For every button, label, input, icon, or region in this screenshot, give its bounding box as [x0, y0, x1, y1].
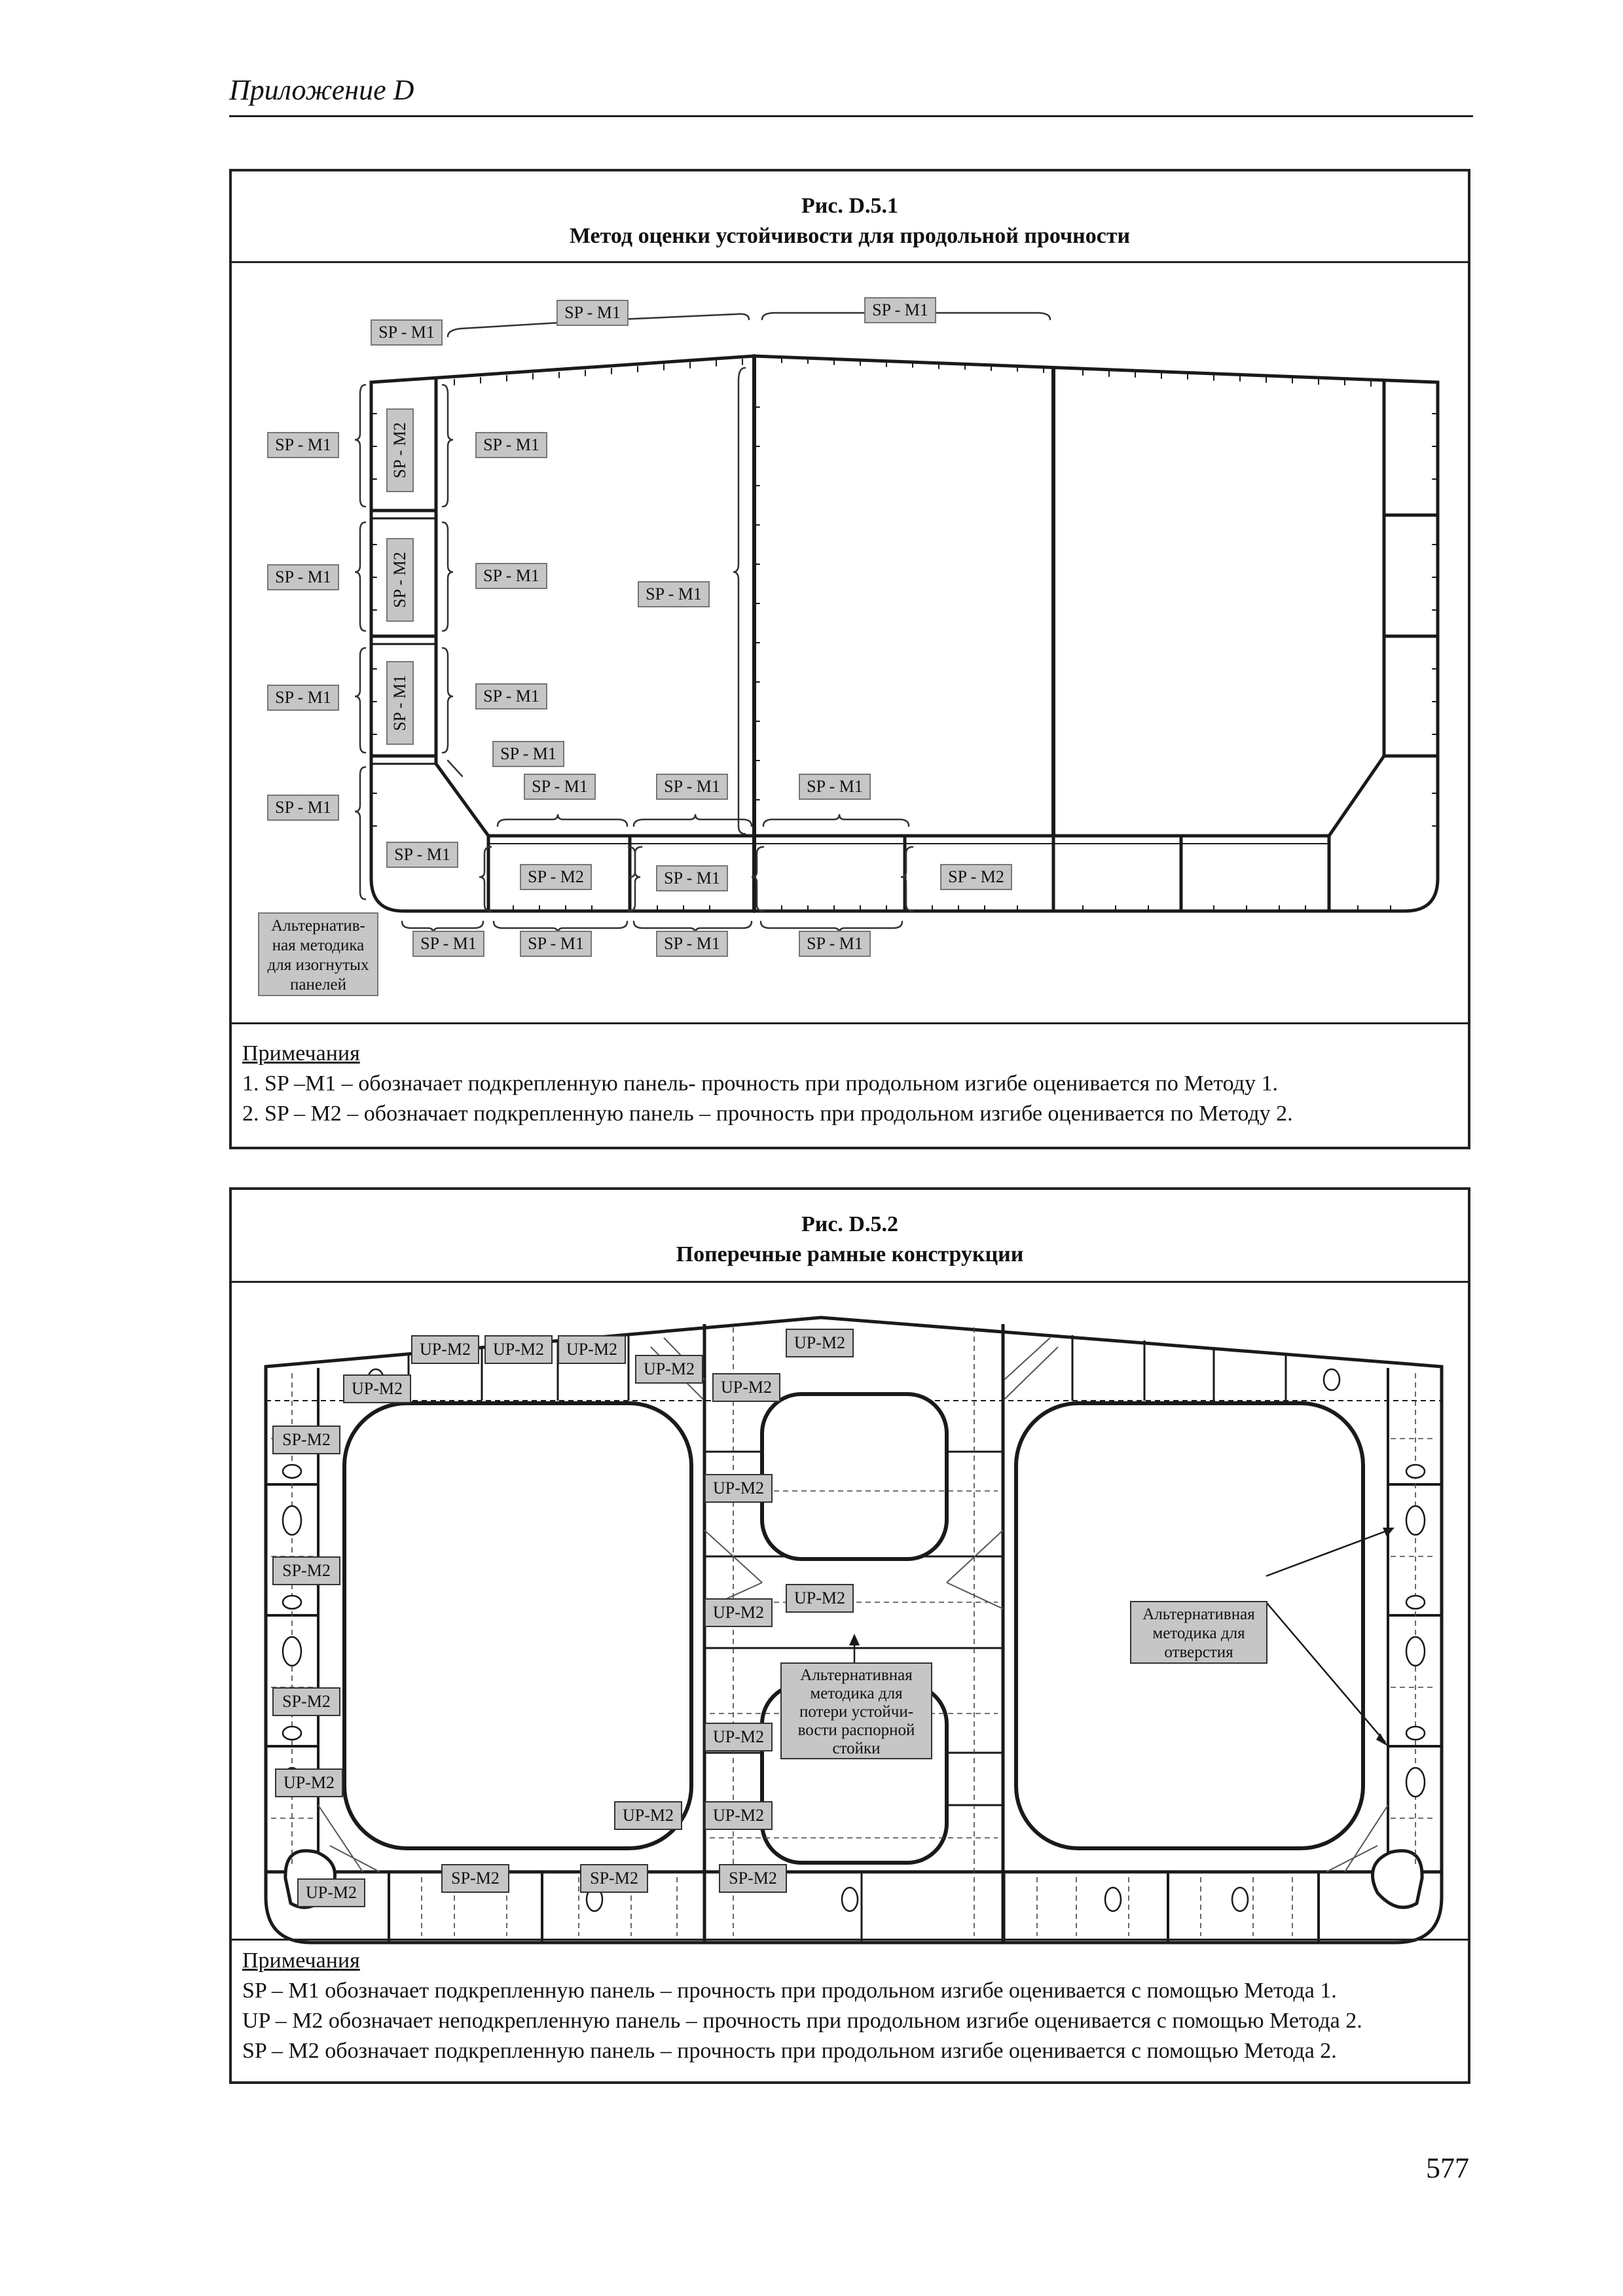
panel-label-up-m2: UP-M2	[704, 1801, 773, 1830]
panel-label-m1: SP - M1	[475, 563, 547, 589]
panel-label-m1-vertical: SP - M1	[386, 661, 414, 745]
figure-title: Поперечные рамные конструкции	[676, 1242, 1024, 1266]
alternative-method-label: Альтернатив- ная методика для изогнутых панелей	[258, 912, 378, 996]
panel-label-m1: SP - M1	[267, 685, 339, 711]
panel-label-m1: SP - M1	[386, 842, 458, 868]
figure-d-5-2	[229, 1187, 1470, 2084]
panel-label-m1: SP - M1	[656, 931, 728, 957]
panel-label-sp-m2: SP-M2	[719, 1864, 787, 1893]
note-item: SP – M1 обозначает подкрепленную панель – прочность при продольном изгибе оценивается с помощью Метода 1.	[242, 1979, 1337, 2003]
page-number: 577	[1426, 2152, 1469, 2184]
panel-label-up-m2: UP-M2	[704, 1474, 773, 1503]
panel-label-m2: SP - M2	[520, 864, 592, 890]
panel-label-m1: SP - M1	[799, 931, 871, 957]
panel-label-sp-m2: SP-M2	[272, 1687, 340, 1716]
figure-notes	[232, 1022, 1468, 1147]
panel-label-sp-m2: SP-M2	[441, 1864, 509, 1893]
panel-label-m1: SP - M1	[371, 319, 443, 346]
panel-label-up-m2: UP-M2	[558, 1335, 626, 1364]
notes-title: Примечания	[242, 1948, 360, 1973]
panel-label-m1: SP - M1	[520, 931, 592, 957]
panel-label-sp-m2: SP-M2	[272, 1556, 340, 1585]
panel-label-up-m2: UP-M2	[297, 1878, 365, 1907]
panel-label-m1: SP - M1	[799, 774, 871, 800]
alternative-hole-method-label: Альтернативная методика для отверстия	[1130, 1601, 1267, 1664]
panel-label-m2-vertical: SP - M2	[386, 408, 414, 492]
header-rule	[229, 115, 1473, 117]
panel-label-up-m2: UP-M2	[704, 1598, 773, 1627]
figure-d-5-1	[229, 169, 1470, 1149]
panel-label-m1: SP - M1	[412, 931, 484, 957]
panel-label-m2-vertical: SP - M2	[386, 538, 414, 622]
note-item: UP – M2 обозначает неподкрепленную панель – прочность при продольном изгибе оценивается с помощью Метода 2.	[242, 2009, 1362, 2033]
panel-label-m1: SP - M1	[656, 774, 728, 800]
figure-notes	[232, 1939, 1468, 2081]
longitudinal-strength-diagram	[232, 171, 1468, 1062]
figure-number: Рис. D.5.2	[801, 1212, 898, 1236]
panel-label-up-m2: UP-M2	[484, 1335, 553, 1364]
note-item: 2. SP – M2 – обозначает подкрепленную панель – прочность при продольном изгибе оценивается по Методу 2.	[242, 1102, 1293, 1126]
notes-title: Примечания	[242, 1041, 360, 1066]
note-item: SP – M2 обозначает подкрепленную панель – прочность при продольном изгибе оценивается с помощью Метода 2.	[242, 2039, 1337, 2063]
panel-label-m1: SP - M1	[475, 432, 547, 458]
panel-label-m1: SP - M1	[638, 581, 710, 607]
alternative-strut-method-label: Альтернативная методика для потери устойчи- вости распорной стойки	[780, 1662, 932, 1759]
figure-number: Рис. D.5.1	[801, 194, 898, 218]
panel-label-m1: SP - M1	[656, 865, 728, 891]
panel-label-up-m2: UP-M2	[786, 1584, 854, 1613]
panel-label-sp-m2: SP-M2	[580, 1864, 648, 1893]
panel-label-m1: SP - M1	[267, 432, 339, 458]
panel-label-m1: SP - M1	[492, 741, 564, 767]
panel-label-m1: SP - M1	[524, 774, 596, 800]
panel-label-sp-m2: SP-M2	[272, 1426, 340, 1454]
panel-label-up-m2: UP-M2	[712, 1373, 780, 1402]
panel-label-m1: SP - M1	[267, 564, 339, 590]
note-item: 1. SP –M1 – обозначает подкрепленную панель- прочность при продольном изгибе оценивается по Методу 1.	[242, 1071, 1278, 1096]
panel-label-m2: SP - M2	[940, 864, 1012, 890]
running-header: Приложение D	[229, 74, 414, 106]
panel-label-up-m2: UP-M2	[275, 1768, 343, 1797]
panel-label-m1: SP - M1	[556, 300, 629, 326]
panel-label-m1: SP - M1	[864, 297, 936, 323]
panel-label-up-m2: UP-M2	[786, 1329, 854, 1357]
panel-label-up-m2: UP-M2	[343, 1374, 411, 1403]
figure-title: Метод оценки устойчивости для продольной прочности	[569, 224, 1131, 248]
panel-label-m1: SP - M1	[267, 795, 339, 821]
panel-label-up-m2: UP-M2	[704, 1723, 773, 1751]
panel-label-up-m2: UP-M2	[635, 1355, 703, 1384]
panel-label-up-m2: UP-M2	[411, 1335, 479, 1364]
panel-label-m1: SP - M1	[475, 683, 547, 709]
panel-label-up-m2: UP-M2	[614, 1801, 682, 1830]
